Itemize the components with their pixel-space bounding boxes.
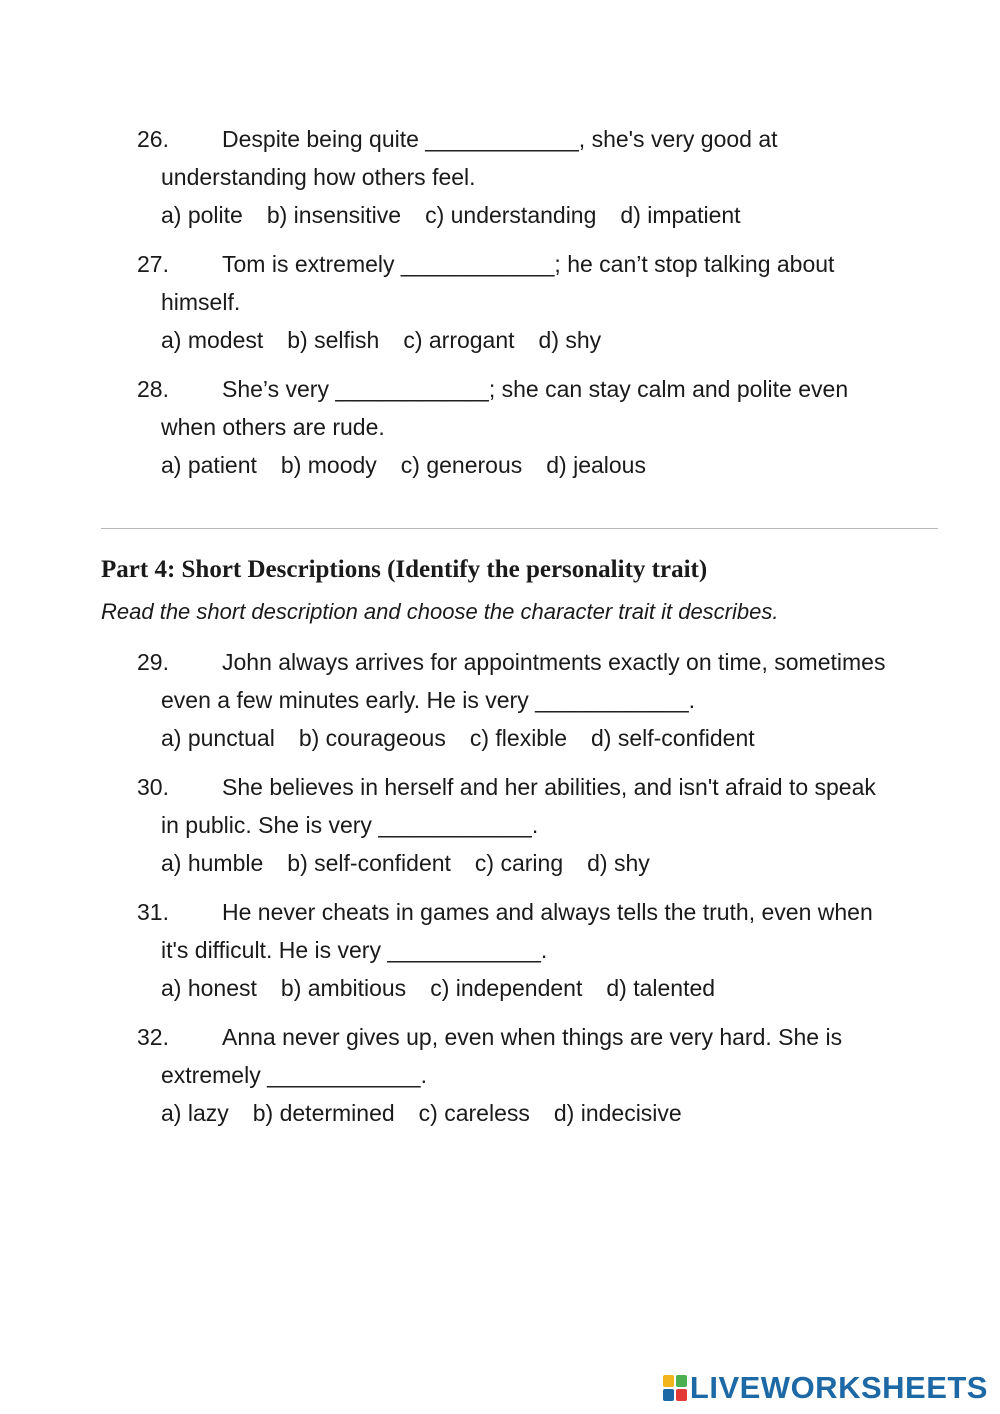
- liveworksheets-logo-icon: [663, 1375, 687, 1401]
- option-d[interactable]: d) shy: [538, 327, 602, 353]
- question-text-continued: understanding how others feel.: [161, 164, 476, 190]
- question-number: 32.: [137, 1024, 169, 1050]
- section-instruction: Read the short description and choose the character trait it describes.: [101, 599, 779, 624]
- question-text: Despite being quite ____________, she's very good at: [222, 126, 778, 152]
- question-26: [137, 120, 947, 234]
- question-number: 29.: [137, 649, 169, 675]
- question-29: [137, 643, 947, 757]
- liveworksheets-brand[interactable]: [663, 1368, 988, 1408]
- question-text-continued: it's difficult. He is very ____________.: [161, 937, 548, 963]
- option-b[interactable]: b) courageous: [298, 725, 446, 751]
- option-b[interactable]: b) selfish: [287, 327, 380, 353]
- logo-tile: [663, 1375, 674, 1387]
- question-text: John always arrives for appointments exactly on time, sometimes: [222, 649, 886, 675]
- question-32: [137, 1018, 947, 1132]
- option-a[interactable]: a) polite: [161, 202, 243, 228]
- option-a[interactable]: a) humble: [161, 850, 264, 876]
- question-number: 30.: [137, 774, 169, 800]
- option-a[interactable]: a) honest: [161, 975, 257, 1001]
- question-text-continued: when others are rude.: [161, 414, 385, 440]
- question-text: He never cheats in games and always tells the truth, even when: [222, 899, 873, 925]
- option-d[interactable]: d) self-confident: [591, 725, 755, 751]
- answer-options: [137, 844, 947, 882]
- answer-options: [137, 719, 947, 757]
- question-text-continued: even a few minutes early. He is very ____________.: [161, 687, 695, 713]
- option-c[interactable]: c) generous: [400, 452, 523, 478]
- option-d[interactable]: d) shy: [587, 850, 650, 876]
- brand-name: LIVEWORKSHEETS: [689, 1370, 988, 1405]
- section-divider: [101, 528, 938, 529]
- option-a[interactable]: a) punctual: [161, 725, 275, 751]
- answer-options: [137, 446, 947, 484]
- option-b[interactable]: b) determined: [252, 1100, 395, 1126]
- question-text-continued: himself.: [161, 289, 241, 315]
- question-text-continued: extremely ____________.: [161, 1062, 427, 1088]
- option-b[interactable]: b) insensitive: [266, 202, 402, 228]
- answer-options: [137, 969, 947, 1007]
- option-c[interactable]: c) careless: [418, 1100, 530, 1126]
- question-28: [137, 370, 947, 484]
- option-a[interactable]: a) lazy: [161, 1100, 229, 1126]
- question-number: 31.: [137, 899, 169, 925]
- question-number: 26.: [137, 126, 169, 152]
- option-a[interactable]: a) patient: [161, 452, 257, 478]
- option-c[interactable]: c) independent: [430, 975, 583, 1001]
- question-text: Anna never gives up, even when things are very hard. She is: [222, 1024, 843, 1050]
- option-d[interactable]: d) impatient: [620, 202, 741, 228]
- option-d[interactable]: d) indecisive: [553, 1100, 682, 1126]
- option-c[interactable]: c) arrogant: [403, 327, 515, 353]
- answer-options: [137, 321, 947, 359]
- answer-options: [137, 196, 947, 234]
- option-b[interactable]: b) moody: [280, 452, 377, 478]
- logo-tile: [676, 1389, 687, 1401]
- question-27: [137, 245, 947, 359]
- question-30: [137, 768, 947, 882]
- question-text: She believes in herself and her abilities, and isn't afraid to speak: [222, 774, 876, 800]
- question-number: 28.: [137, 376, 169, 402]
- question-text: Tom is extremely ____________; he can’t stop talking about: [222, 251, 835, 277]
- question-text: She’s very ____________; she can stay calm and polite even: [222, 376, 849, 402]
- question-number: 27.: [137, 251, 169, 277]
- option-c[interactable]: c) caring: [474, 850, 564, 876]
- option-b[interactable]: b) self-confident: [287, 850, 451, 876]
- option-c[interactable]: c) flexible: [469, 725, 568, 751]
- logo-tile: [676, 1375, 687, 1387]
- logo-tile: [663, 1389, 674, 1401]
- option-b[interactable]: b) ambitious: [280, 975, 407, 1001]
- section-title: Part 4: Short Descriptions (Identify the personality trait): [101, 556, 708, 583]
- option-a[interactable]: a) modest: [161, 327, 264, 353]
- question-text-continued: in public. She is very ____________.: [161, 812, 539, 838]
- option-c[interactable]: c) understanding: [425, 202, 597, 228]
- question-31: [137, 893, 947, 1007]
- answer-options: [137, 1094, 947, 1132]
- option-d[interactable]: d) talented: [606, 975, 716, 1001]
- option-d[interactable]: d) jealous: [546, 452, 646, 478]
